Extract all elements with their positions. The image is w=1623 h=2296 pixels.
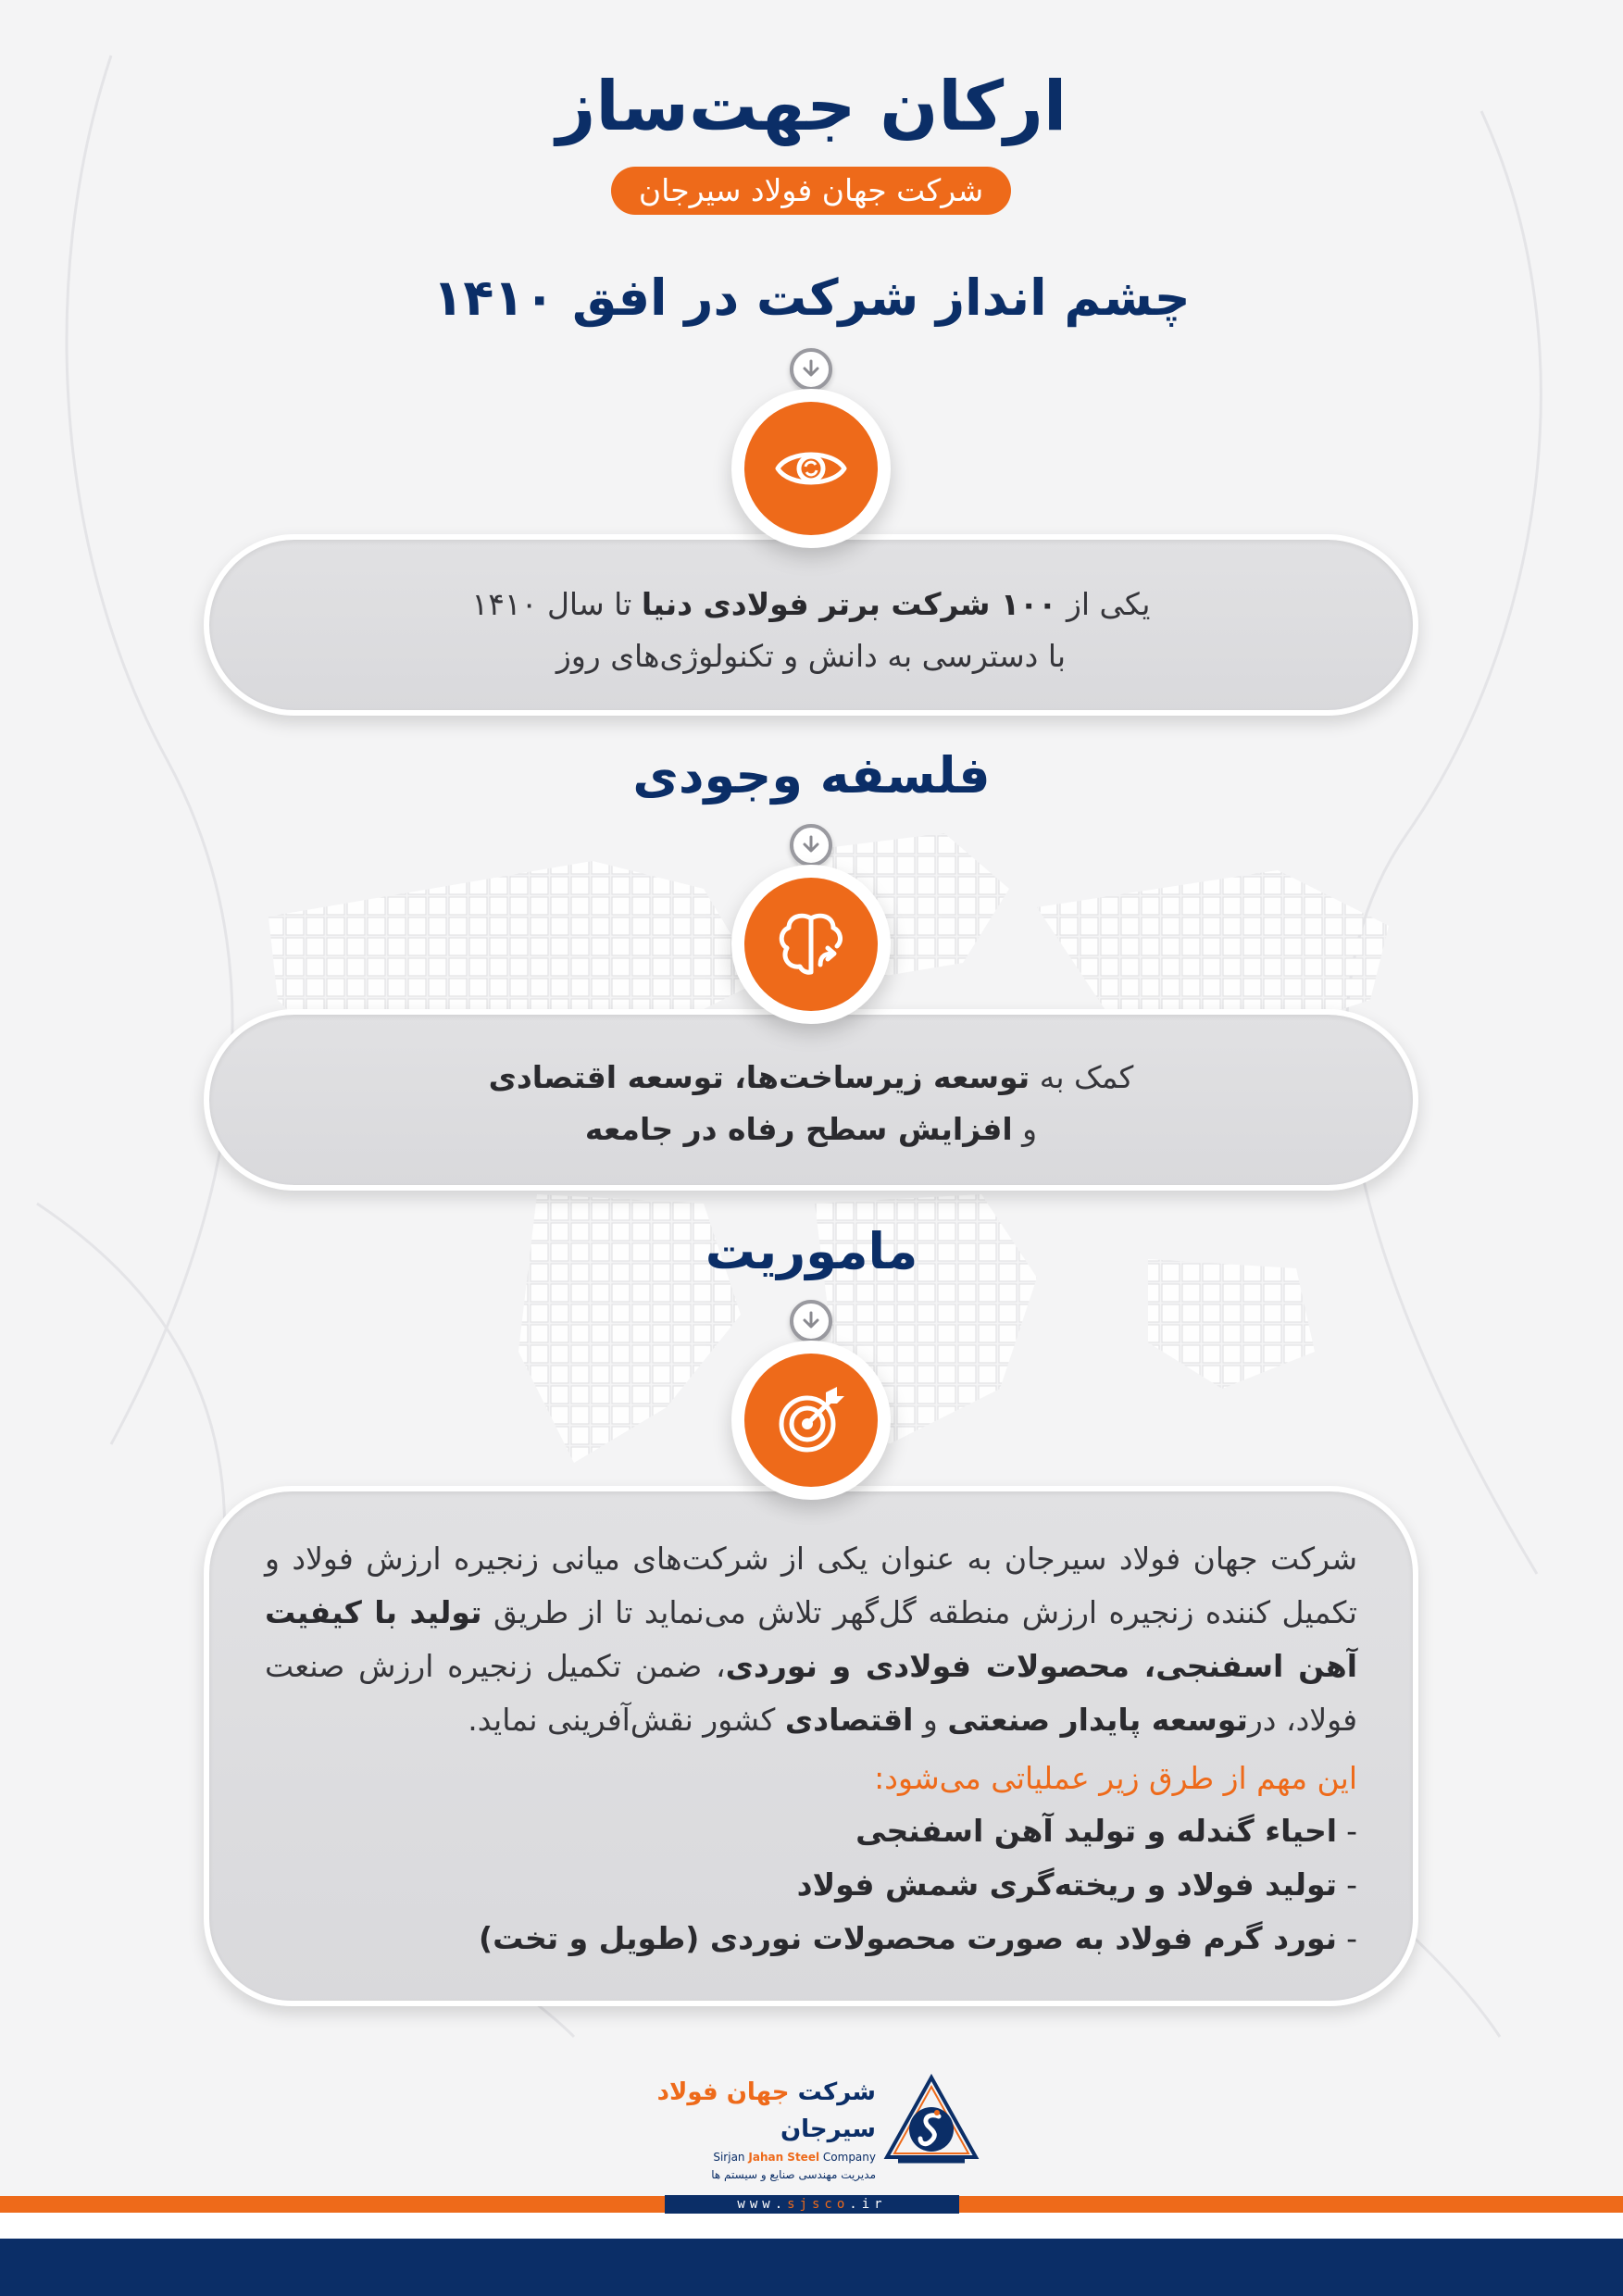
vision-heading: چشم انداز شرکت در افق ۱۴۱۰: [432, 268, 1191, 327]
vision-line-2: با دسترسی به دانش و تکنولوژی‌های روز: [556, 638, 1067, 674]
mission-heading: ماموریت: [705, 1222, 918, 1280]
vision-text-bold: ۱۰۰ شرکت برتر فولادی دنیا: [641, 586, 1057, 622]
mission-text-bold-1: تولید با کیفیت آهن اسفنجی، محصولات فولادی و نوردی: [265, 1594, 1358, 1684]
mission-text-bold-2: توسعه پایدار صنعتی: [947, 1702, 1248, 1738]
arrow-down-icon: [790, 1300, 832, 1342]
list-item: -نورد گرم فولاد به صورت محصولات نوردی (طویل و تخت): [479, 1920, 1357, 1956]
list-item: -احیاء گندله و تولید آهن اسفنجی: [855, 1813, 1357, 1849]
mission-text-2: ، ضمن تکمیل زنجیره ارزش صنعت فولاد، در: [265, 1648, 1357, 1738]
vision-text-post: تا سال ۱۴۱۰: [471, 586, 632, 622]
url-pre: www.: [737, 2197, 788, 2212]
mission-ops-intro: این مهم از طرق زیر عملیاتی می‌شود:: [874, 1760, 1357, 1796]
brand-name-en: [648, 2148, 876, 2166]
company-logo: [648, 2072, 981, 2192]
url-domain: sjsco: [787, 2197, 850, 2212]
brand-department: مدیریت مهندسی صنایع و سیستم ها: [711, 2168, 876, 2181]
brand-fa-2: جهان فولاد: [656, 2078, 790, 2106]
url-post: .ir: [849, 2197, 887, 2212]
sjsco-emblem-icon: [881, 2072, 981, 2174]
vision-text-pre: یکی از: [1066, 586, 1151, 622]
op-text: تولید فولاد و ریخته‌گری شمش فولاد: [796, 1866, 1338, 1903]
mission-text-1: شرکت جهان فولاد سیرجان به عنوان یکی از شرکت‌های میانی زنجیره ارزش فولاد و تکمیل کننده زنجیره ارزش منطقه گل‌گهر تلاش می‌نماید تا از طریق: [265, 1541, 1357, 1630]
mission-ops-list: [265, 1804, 1357, 1965]
arrow-down-icon: [790, 824, 832, 867]
footer-blue-band: [0, 2239, 1623, 2296]
philosophy-heading: فلسفه وجودی: [632, 746, 991, 805]
eye-icon: [772, 430, 850, 507]
mission-text-bold-3: اقتصادی: [784, 1702, 914, 1738]
brand-name-fa: [648, 2074, 876, 2148]
brand-en-1: Sirjan: [713, 2151, 745, 2164]
philosophy-icon-badge: [731, 865, 891, 1024]
op-text: احیاء گندله و تولید آهن اسفنجی: [855, 1813, 1338, 1849]
philosophy-text-and: و: [1022, 1111, 1038, 1147]
footer-white-gap-2: [0, 2222, 1623, 2239]
mission-text-and: و: [922, 1702, 938, 1738]
mission-text-end: کشور نقش‌آفرینی نماید.: [468, 1702, 776, 1738]
philosophy-line-2: [209, 1104, 1413, 1155]
website-url[interactable]: [665, 2195, 959, 2214]
brand-fa-3: سیرجان: [780, 2115, 876, 2143]
philosophy-card: [204, 1009, 1418, 1191]
list-item: -تولید فولاد و ریخته‌گری شمش فولاد: [796, 1866, 1357, 1903]
philosophy-text-bold: توسعه زیرساخت‌ها، توسعه اقتصادی: [488, 1059, 1030, 1095]
company-subtitle-pill: شرکت جهان فولاد سیرجان: [611, 167, 1011, 215]
footer-white-gap: [0, 2213, 1623, 2222]
philosophy-text-pre: کمک به: [1039, 1059, 1134, 1095]
brand-en-3: Company: [822, 2151, 876, 2164]
vision-card: [204, 534, 1418, 716]
vision-icon-badge: [731, 389, 891, 548]
brain-icon: [772, 905, 850, 983]
vision-line-1: [209, 579, 1413, 630]
philosophy-line-1: [209, 1052, 1413, 1104]
op-text: نورد گرم فولاد به صورت محصولات نوردی (طویل و تخت): [479, 1920, 1338, 1956]
philosophy-text-bold-2: افزایش سطح رفاه در جامعه: [584, 1111, 1013, 1147]
page-title: ارکان جهت‌ساز: [556, 67, 1067, 146]
brand-en-2: Jahan Steel: [748, 2151, 820, 2164]
brand-fa-1: شرکت: [797, 2078, 876, 2106]
mission-card: [204, 1486, 1418, 2006]
arrow-down-icon: [790, 348, 832, 391]
mission-icon-badge: [731, 1341, 891, 1500]
target-icon: [772, 1381, 850, 1459]
mission-paragraph: [265, 1532, 1357, 1747]
